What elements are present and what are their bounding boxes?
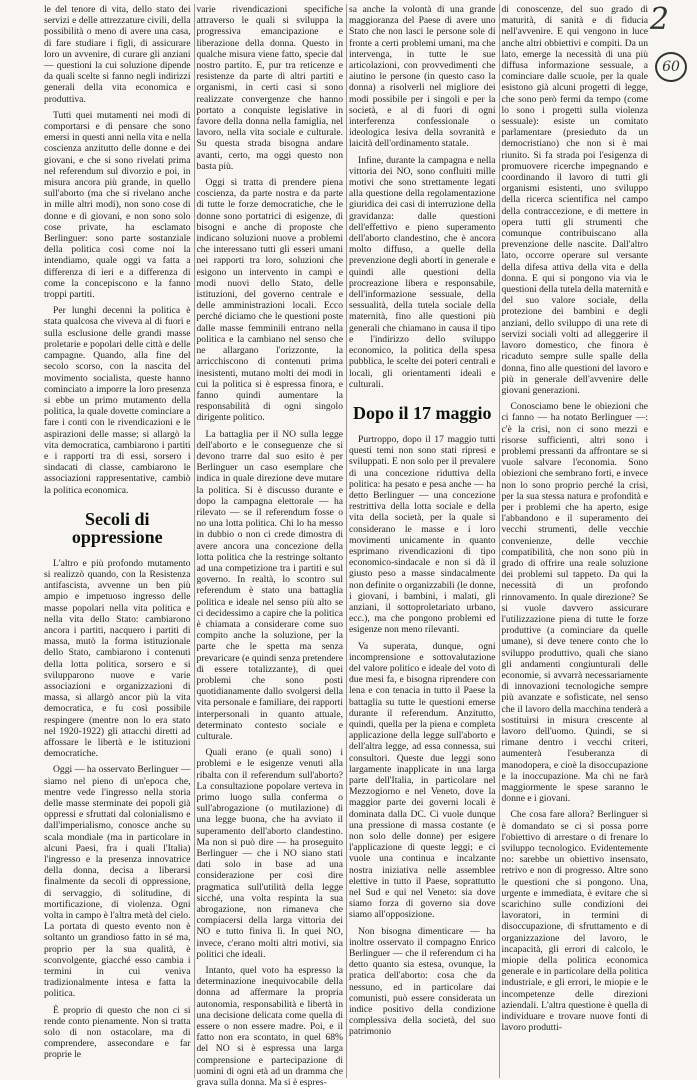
- paragraph: le del tenore di vita, dello stato dei servizi e delle attrezzature civili, della possibilità o meno di avere una casa, di fare studiare i figli, di assicurare loro un avvenire, di curare gli anziani — questioni la cui soluzione dipende da quali scelte si fanno negli indirizzi generali della vita economica e produttiva.: [44, 4, 191, 105]
- subheading-dopo-il-17-maggio: Dopo il 17 maggio: [352, 402, 492, 423]
- paragraph: È proprio di questo che non ci si rende conto pienamente. Non si tratta solo di non ostacolare, ma di comprendere, assecondare e far proprie le: [44, 1004, 191, 1061]
- article-columns: [44, 4, 649, 1088]
- paragraph: Che cosa fare allora? Berlinguer si è domandato se ci si possa porre l'obiettivo di arrestare o di frenare lo sviluppo tecnologico. Evidentemente no: sarebbe un obiettivo insensato, retrivo e non di progresso. Altre sono le questioni che si pongono. Una, urgente e immediata, è evitare che si scarichino sulle condizioni dei lavoratori, in termini di disoccupazione, di sfruttamento e di organizzazione del lavoro, le incapacità, gli errori di calcolo, le miopie della politica economica generale e in particolare della politica industriale, e gli errori, le miopie e le incompetenze delle direzioni aziendali. L'altra questione è quella di individuare e trovare nuove fonti di lavoro produtti-: [501, 809, 648, 1034]
- paragraph: Intanto, quel voto ha espresso la determinazione inequivocabile della donna ad affermare la propria autonomia, responsabilità e libertà in una decisione delicata come quella di essere o non essere madre. Poi, e il fatto non era scontato, in quel 68% del NO si è espressa una larga comprensione e partecipazione di uomini di ogni età ad un dramma che grava sulla donna. Ma si è espres-: [196, 965, 343, 1088]
- paragraph: Quali erano (e quali sono) i problemi e le esigenze venuti alla ribalta con il referendum sull'aborto? La consultazione popolare verteva in primo luogo sulla conferma o sull'abrogazione (o mutilazione) di una legge buona, che ha avviato il superamento dell'aborto clandestino. Ma non si può dire — ha proseguito Berlinguer — che i NO siano stati dati solo in base ad una considerazione per così dire pragmatica sull'utilità della legge sicché, una volta respinta la sua abrogazione, non rimaneva che compiacersi della larga vittoria dei NO e tutto finiva lì. In quei NO, invece, c'erano molti altri motivi, sia politici che ideali.: [196, 747, 343, 960]
- paragraph: Conosciamo bene le obiezioni che ci fanno — ha notato Berlinguer —: c'è la crisi, non ci sono mezzi e risorse sufficienti, altri sono i problemi pressanti da affrontare se si vuole salvare l'economia. Sono obiezioni che sembrano forti, e invece non lo sono proprio perché la crisi, per la sua stessa natura e profondità e per i problemi che ha aperto, esige l'abbandono e il superamento dei vecchi strumenti, delle vecchie convenienze, delle vecchie compatibilità, che non sono più in grado di offrire una reale soluzione dei problemi sul tappeto. Da qui la necessità di un profondo rinnovamento. In quale direzione? Se si vuole davvero assicurare l'utilizzazione piena di tutte le forze produttive (a cominciare da quelle umane), si deve tenere conto che lo sviluppo produttivo, quali che siano gli andamenti congiunturali delle economie, si avvarrà necessariamente di innovazioni tecnologiche sempre più avanzate e sofisticate, nel senso che il lavoro della macchina tenderà a sostituirsi in misura crescente al lavoro dell'uomo. Quindi, se si rimane dentro i vecchi criteri, aumenterà l'esuberanza di manodopera, e cioè la disoccupazione e la inoccupazione. Ma chi ne farà maggiormente le spese saranno le donne e i giovani.: [501, 401, 649, 805]
- paragraph: La battaglia per il NO sulla legge dell'aborto e le conseguenze che si devono trarre dal suo esito è per Berlinguer un caso esemplare che indica in quale direzione deve mutare la politica. Si è discusso durante e dopo la campagna elettorale — ha rilevato — se il referendum fosse o no una lotta politica. Chi lo ha messo in dubbio o non ci crede dimostra di avere ancora una concezione della lotta politica che la restringe soltanto ad una competizione tra i partiti e sul governo. In realtà, lo scontro sul referendum è stato una battaglia politica e ideale nel senso più alto se ci decidessimo a capire che la politica è chiamata a considerare come suo compito anche la soluzione, per la parte che le spetta ma senza prevaricare (e quindi senza pretendere di essere totalizzante), di quei problemi che sono posti quotidianamente dallo svolgersi della vita personale e familiare, dei rapporti interpersonali in quanto attuale, determinato contesto sociale e culturale.: [196, 428, 344, 742]
- paragraph: Va superata, dunque, ogni incomprensione e sottovalutazione del valore politico e ideale del voto di due mesi fa, e bisogna riprendere con lena e con tenacia in tutto il Paese la battaglia su tutte le questioni emerse durante il referendum. Anzitutto, quindi, quella per la piena e completa applicazione della legge sull'aborto e dell'altra legge, ad essa connessa, sui consultori. Queste due leggi sono largamente inapplicate in una larga parte dell'Italia, in particolare nel Mezzogiorno e nel Veneto, dove la maggior parte dei governi locali è dominata dalla DC. Ci vuole dunque una pressione di massa costante (e non solo delle donne) per esigere l'applicazione di queste leggi; e ci vuole una continua e incalzante nostra iniziativa nelle assemblee elettive in tutto il Paese, soprattutto nel Sud e qui nel Veneto: sia dove siamo forza di governo sia dove siamo all'opposizione.: [349, 640, 496, 921]
- paragraph: varie rivendicazioni specifiche attraverso le quali si sviluppa la progressiva emancipazione e liberazione della donna. Questo in qualche misura viene fatto, specie dal nostro partito. E, pur tra reticenze e resistenze da parte di altri partiti e organismi, in certi casi si sono realizzate convergenze che hanno portato a conquiste legislative in favore della donna nella famiglia, nel lavoro, nella vita sociale e culturale. Su questa strada bisogna andare avanti, certo, ma oggi questo non basta più.: [196, 4, 343, 172]
- paragraph: di conoscenze, del suo grado di maturità, di sanità e di fiducia nell'avvenire. E qui vengono in luce anche altri obbiettivi e compiti. Da un lato, emerge la necessità di una più diffusa informazione sessuale, a cominciare dalle scuole, per la quale esistono già alcuni progetti di legge, che sono però fermi da tempo (come lo sono i progetti sulla violenza sessuale): esiste un comitato parlamentare (presieduto da un democristiano) che non si è mai riunito. Si fa strada poi l'esigenza di promuovere ricerche impegnando e coordinando il lavoro di tutti gli organismi esistenti, uno sviluppo della ricerca scientifica nel campo della contraccezione, e di mettere in opera tutti gli strumenti che comunque contribuiscano alla prevenzione delle nascite. Dall'altro lato, occorre operare sul versante della difesa attiva della vita e della donna. E qui si pongono via via le questioni della tutela della maternità e del suo valore sociale, della protezione dei bambini e degli anziani, dello sviluppo di una rete di servizi sociali volti ad alleggerire il lavoro domestico, che finora è ricaduto sempre sulle spalle della donna, fino alle questioni del lavoro e più in generale dell'avvenire delle giovani generazioni.: [501, 4, 648, 396]
- paragraph: Tutti quei mutamenti nei modi di comportarsi e di pensare che sono emersi in questi anni nella vita e nella coscienza anzitutto delle donne e dei giovani, e che si sono rivelati prima nel referendum sul divorzio e poi, in misura ancora più grande, in quello sull'aborto (ma che si rivelano anche in mille altri modi), non sono cose di donne e di giovani, e non sono solo cose private, ha esclamato Berlinguer: sono parte sostanziale della politica così come noi la intendiamo, quale oggi va fatta a differenza di ieri e a differenza di come la concepiscono e la fanno troppi partiti.: [44, 109, 191, 301]
- paragraph: Infine, durante la campagna e nella vittoria dei NO, sono confluiti mille motivi che sono strettamente legati alla questione della regolamentazione giuridica dei casi di interruzione della gravidanza: dalle questioni dell'effettivo e pieno superamento dell'aborto clandestino, che è ancora molto diffuso, a quelle della prevenzione degli aborti in generale e quindi alle questioni della procreazione libera e responsabile, dell'informazione sessuale, della sessualità, della tutela sociale della maternità, fino alle questioni più generali che chiamano in causa il tipo e l'indirizzo dello sviluppo economico, la politica della spesa pubblica, le scelte dei poteri centrali e locali, gli orientamenti ideali e culturali.: [349, 154, 496, 390]
- paragraph: Purtroppo, dopo il 17 maggio tutti questi temi non sono stati ripresi e sviluppati. E non solo per il prevalere di una concezione riduttiva della politica: ha pesato e pesa anche — ha detto Berlinguer — una concezione restrittiva della lotta sociale e della vita della società, per la quale si considerano le masse e i loro movimenti unicamente in quanto esprimano rivendicazioni di tipo economico-sindacale e non si dà il giusto peso a masse sindacalmente non definite o organizzabili (le donne, i giovani, i bambini, i malati, gli anziani, il sottoproletariato urbano, ecc.), ma che pongono problemi ed esigenze non meno rilevanti.: [349, 433, 496, 636]
- column-1: [44, 4, 191, 1078]
- paragraph: Oggi si tratta di prendere piena coscienza, da parte nostra e da parte di tutte le forze democratiche, che le donne sono portatrici di esigenze, di bisogni e anche di proposte che indicano soluzioni nuove a problemi che interessano tutti gli esseri umani nei rapporti tra loro, soluzioni che esigono un intervento in campi e modi nuovi dello Stato, delle istituzioni, del governo centrale e delle amministrazioni locali. Ecco perché diciamo che le questioni poste dalle masse femminili entrano nella politica e la cambiano nel senso che ne allargano l'orizzonte, la arricchiscono di contenuti prima inesistenti, mutano molti dei modi in cui la politica si è espressa finora, e fanno quindi aumentare la responsabilità di ogni singolo dirigente politico.: [196, 177, 343, 424]
- paragraph: Per lunghi decenni la politica è stata qualcosa che viveva al di fuori e sulla esclusione delle grandi masse proletarie e popolari delle città e delle campagne. Quando, alla fine del secolo scorso, con la nascita del movimento socialista, queste hanno cominciato a imporre la loro presenza si ebbe un primo mutamento della politica, la quale dovette cominciare a fare i conti con le rivendicazioni e le aspirazioni delle masse; si allargò la vita democratica, cambiarono i partiti e i rapporti tra di essi, sorsero i sindacati di classe, cambiarono le associazioni rappresentative, cambiò la politica economica.: [44, 305, 191, 496]
- paragraph: Oggi — ha osservato Berlinguer — siamo nel pieno di un'epoca che, mentre vede l'ingresso nella storia delle masse sterminate dei popoli già oppressi e sfruttati dal colonialismo e dall'imperialismo, conosce anche su scala mondiale (ma in particolare in alcuni Paesi, fra i quali l'Italia) l'ingresso e la presenza innovatrice della donna, decisa a liberarsi finalmente da secoli di oppressione, di servaggio, di solitudine, di mortificazione, di violenza. Ogni volta in campo è l'altra metà del cielo. La portata di questo evento non è soltanto un grandioso fatto in sé ma, proprio per la sua qualità, è sconvolgente, giacché esso cambia i termini in cui veniva tradizionalmente intesa e fatta la politica.: [44, 764, 191, 1000]
- column-3: [349, 4, 496, 1078]
- circled-page-number: 60: [655, 52, 687, 82]
- handwritten-page-number: 2: [649, 2, 669, 37]
- paragraph: Non bisogna dimenticare — ha inoltre osservato il compagno Enrico Berlinguer — che il referendum ci ha detto quanto sia estesa, ovunque, la pratica dell'aborto: cosa che da nessuno, ed in particolare dai comunisti, può essere considerata un indice positivo della condizione complessiva della società, del suo patrimonio: [349, 925, 496, 1038]
- paragraph: L'altro e più profondo mutamento si realizzò quando, con la Resistenza antifascista, avvenne un ben più ampio e impetuoso ingresso delle masse popolari nella vita politica e nella vita dello Stato: cambiarono ancora i partiti, nacquero i partiti di massa, mutò la forma istituzionale dello Stato, cambiarono i contenuti della lotta politica, sorsero e si svilupparono nuove e varie associazioni e organizzazioni di massa, si allargò ancor più la vita democratica, e fu così possibile respingere (mentre non lo era stato nel 1920-1922) gli attacchi diretti ad affossare le libertà e le istituzioni democratiche.: [44, 557, 191, 760]
- column-2: [196, 4, 344, 1088]
- paragraph: sa anche la volontà di una grande maggioranza del Paese di avere uno Stato che non lasci le persone sole di fronte a certi problemi umani, ma che intervenga, in tutte le sue articolazioni, con provvedimenti che aiutino le persone (in questo caso la donna) a risolverli nel migliore dei modi possibile per i singoli e per la società, e al di fuori di ogni interferenza confessionale o ideologica lesiva della sovranità e laicità dell'ordinamento statale.: [349, 4, 496, 150]
- subheading-secoli-di-oppressione: Secoli di oppressione: [71, 508, 163, 547]
- column-4: [502, 4, 649, 1078]
